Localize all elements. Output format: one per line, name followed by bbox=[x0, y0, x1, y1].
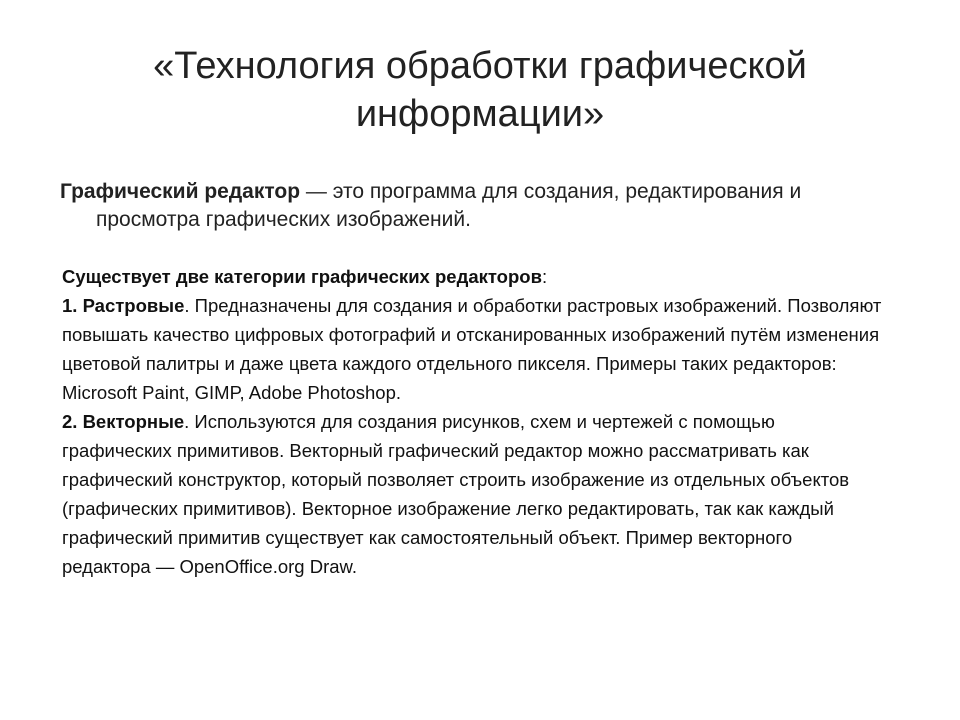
category-text-vector: . Используются для создания рисунков, схем и чертежей с помощью графических примитивов. Векторный графический редактор можно рассматривать как графический конструктор, который позволяет строить изображение из отдельных объектов (графических примитивов). Векторное изображение легко редактировать, так как каждый графический примитив существует как самостоятельный объект. Пример векторного редактора — OpenOffice.org Draw. bbox=[62, 411, 850, 577]
definition-text: — это программа для создания, редактирования и просмотра графических изображений. bbox=[96, 180, 802, 231]
category-label-vector: 2. Векторные bbox=[62, 411, 185, 432]
slide-title: «Технология обработки графической информации» bbox=[153, 45, 807, 135]
categories-block bbox=[62, 262, 882, 581]
categories-intro-rest: : bbox=[541, 266, 548, 287]
definition-paragraph bbox=[60, 178, 900, 234]
category-text-raster: . Предназначены для создания и обработки растровых изображений. Позволяют повышать качество цифровых фотографий и отсканированных изображений путём изменения цветовой палитры и даже цвета каждого отдельного пикселя. Примеры таких редакторов: Microsoft Paint, GIMP, Adobe Photoshop. bbox=[62, 295, 882, 403]
category-item-vector bbox=[62, 407, 882, 581]
definition-term: Графический редактор bbox=[60, 180, 301, 203]
categories-intro bbox=[62, 262, 882, 291]
category-item-raster bbox=[62, 291, 882, 407]
categories-intro-bold: Существует две категории графических редакторов bbox=[62, 266, 542, 287]
category-label-raster: 1. Растровые bbox=[62, 295, 185, 316]
